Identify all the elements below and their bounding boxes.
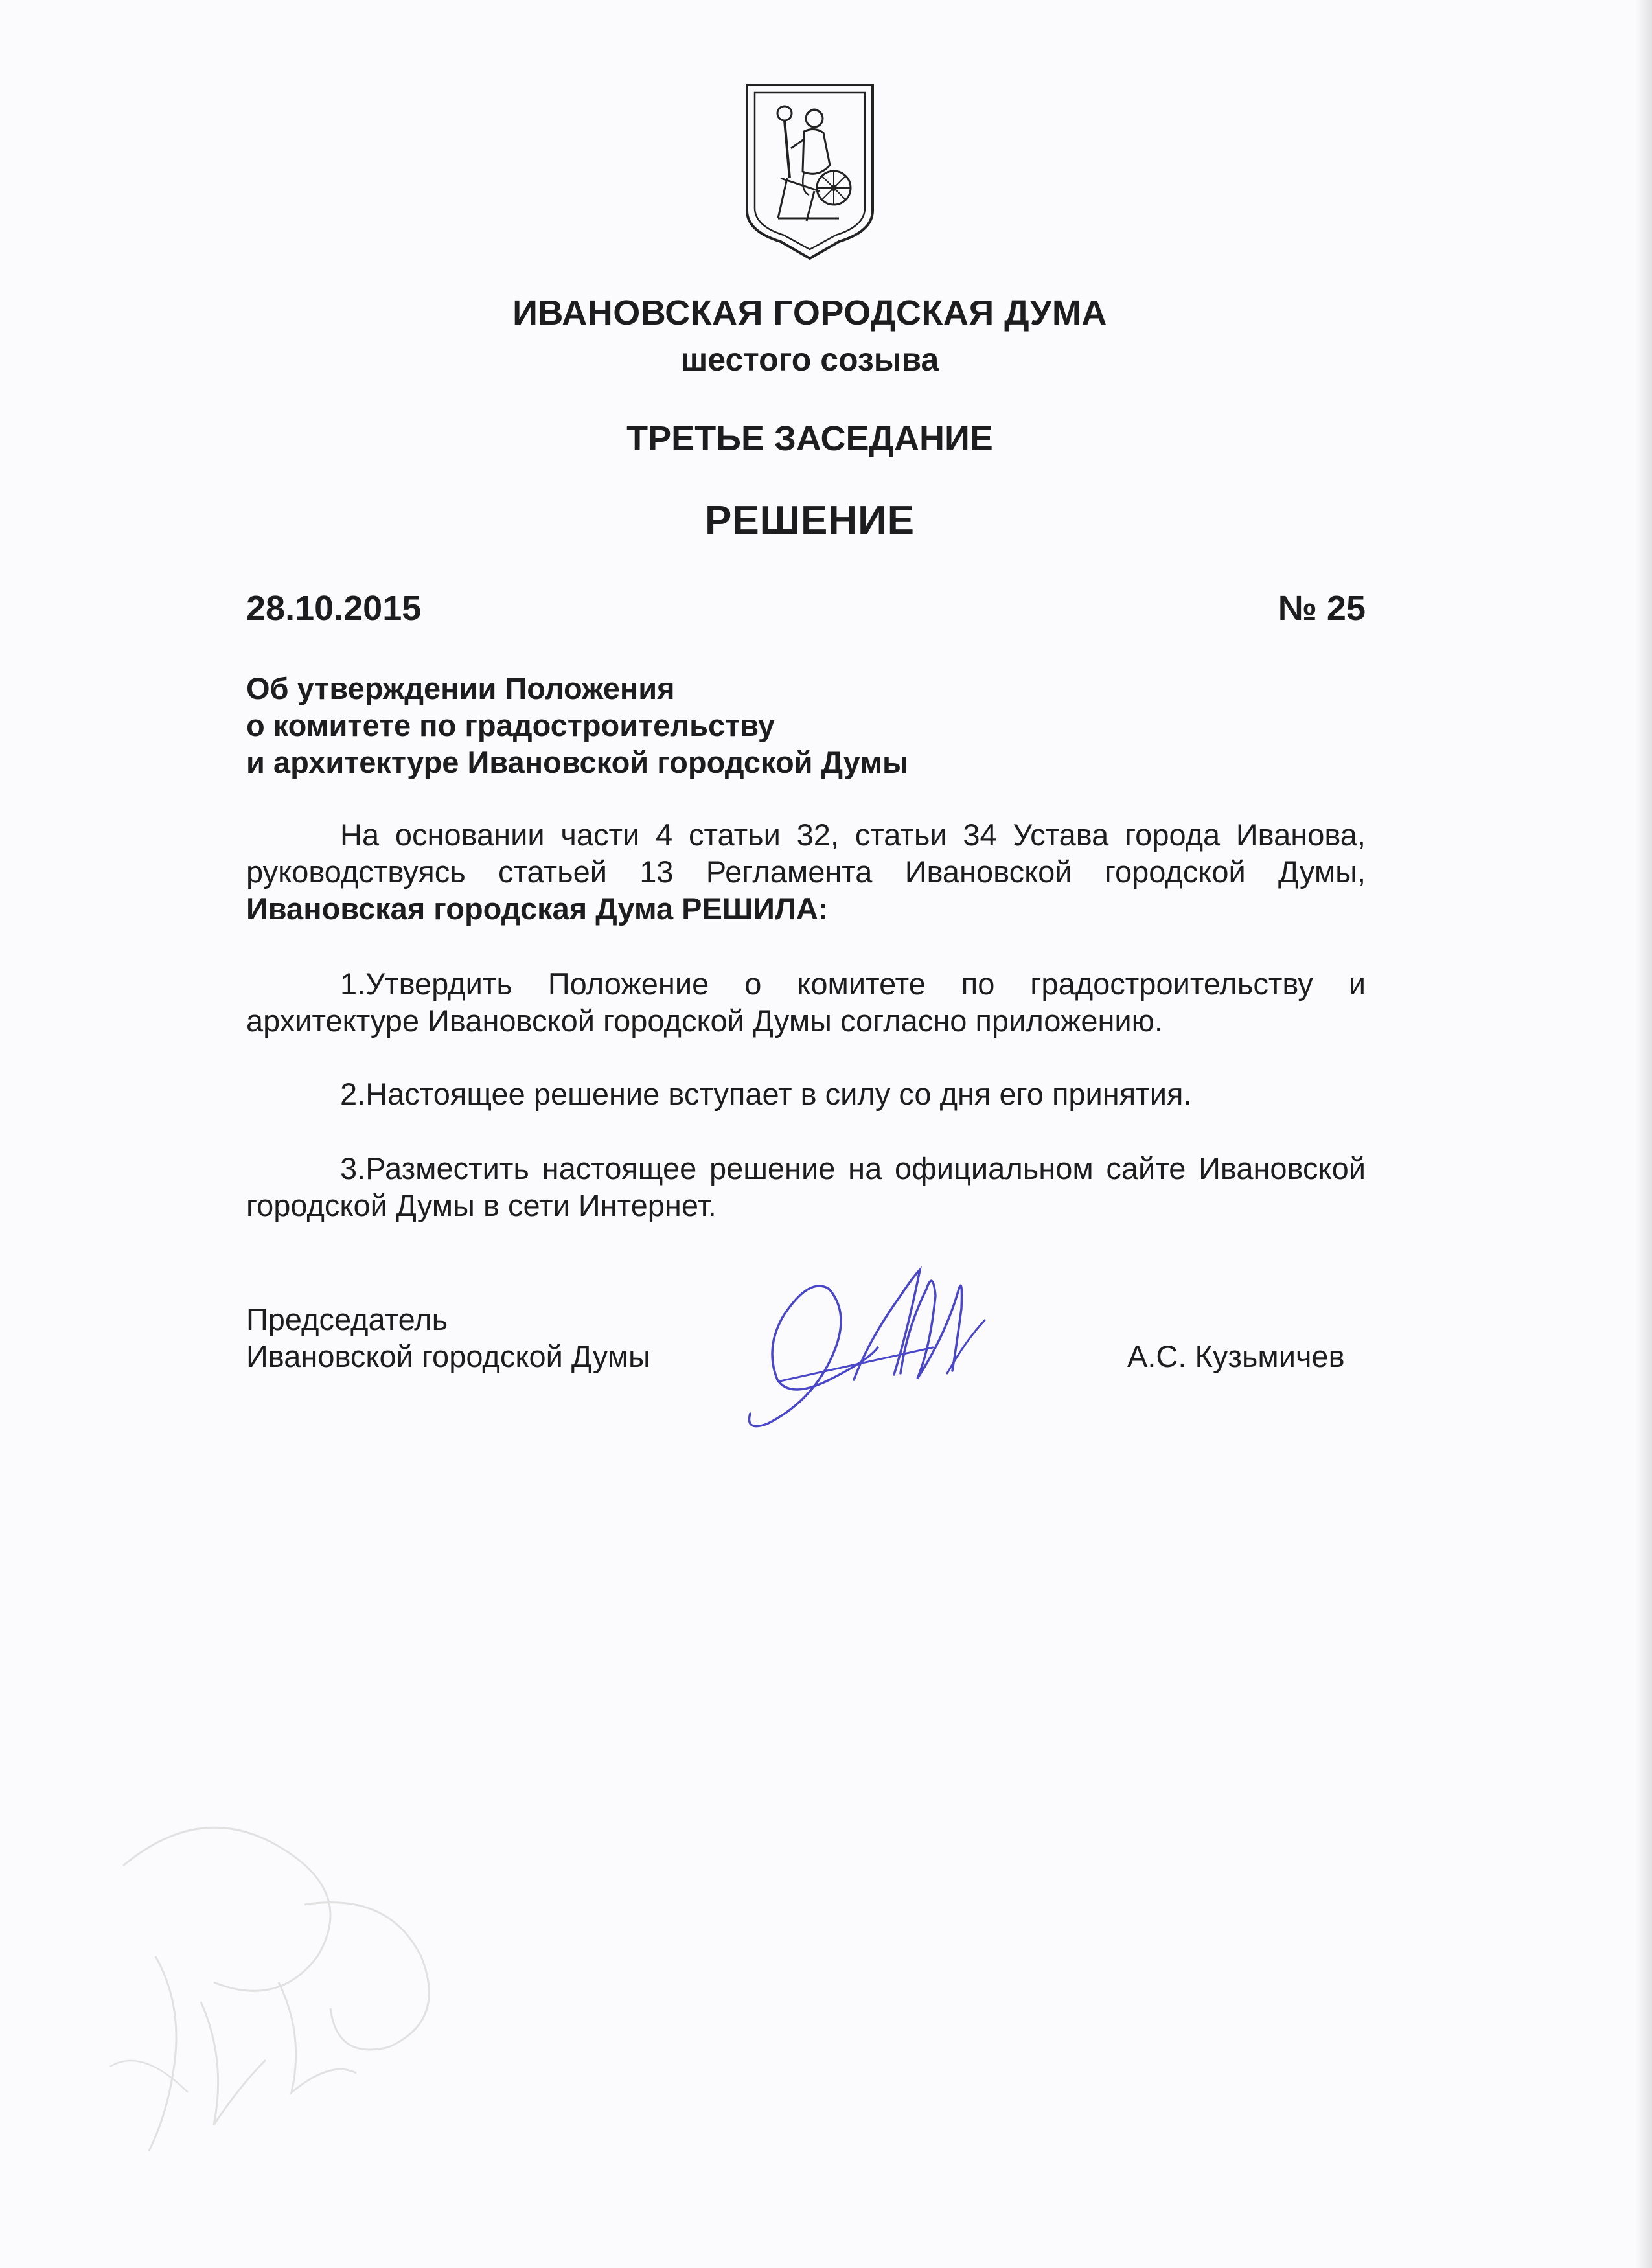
preamble-text: На основании части 4 статьи 32, статьи 34 Устава города Иванова, руководствуясь статьей 13 Регламента Ивановской городской Думы, [246, 818, 1366, 889]
scan-edge-shadow [1635, 0, 1652, 2268]
decision-item-3: 3.Разместить настоящее решение на официальном сайте Ивановской городской Думы в сети Интернет. [246, 1151, 1366, 1222]
decision-item-1: 1.Утвердить Положение о комитете по градостроительству и архитектуре Ивановской городской Думы согласно приложению. [246, 967, 1366, 1038]
position-line: Ивановской городской Думы [246, 1339, 650, 1373]
document-subject [246, 670, 908, 781]
session-title: ТРЕТЬЕ ЗАСЕДАНИЕ [626, 419, 993, 458]
subject-line: и архитектуре Ивановской городской Думы [246, 745, 909, 779]
preamble-paragraph [246, 816, 1366, 927]
handwritten-signature [739, 1250, 1011, 1445]
position-line: Председатель [246, 1302, 448, 1336]
organization-name: ИВАНОВСКАЯ ГОРОДСКАЯ ДУМА [512, 293, 1107, 332]
document-number: № 25 [1278, 589, 1366, 628]
signer-name: А.С. Кузьмичев [1127, 1339, 1345, 1373]
decision-item-2: 2.Настоящее решение вступает в силу со дня его принятия. [340, 1077, 1192, 1111]
document-date: 28.10.2015 [246, 589, 422, 628]
signer-position [246, 1301, 650, 1375]
subject-line: о комитете по градостроительству [246, 708, 775, 742]
subject-line: Об утверждении Положения [246, 671, 675, 705]
show-through-signature-mark [84, 1788, 486, 2203]
coat-of-arms-icon [742, 81, 878, 262]
decision-clause: Ивановская городская Дума РЕШИЛА: [246, 891, 829, 926]
document-type-title: РЕШЕНИЕ [704, 498, 915, 543]
convocation-label: шестого созыва [680, 341, 939, 378]
date-number-row [246, 588, 1366, 628]
